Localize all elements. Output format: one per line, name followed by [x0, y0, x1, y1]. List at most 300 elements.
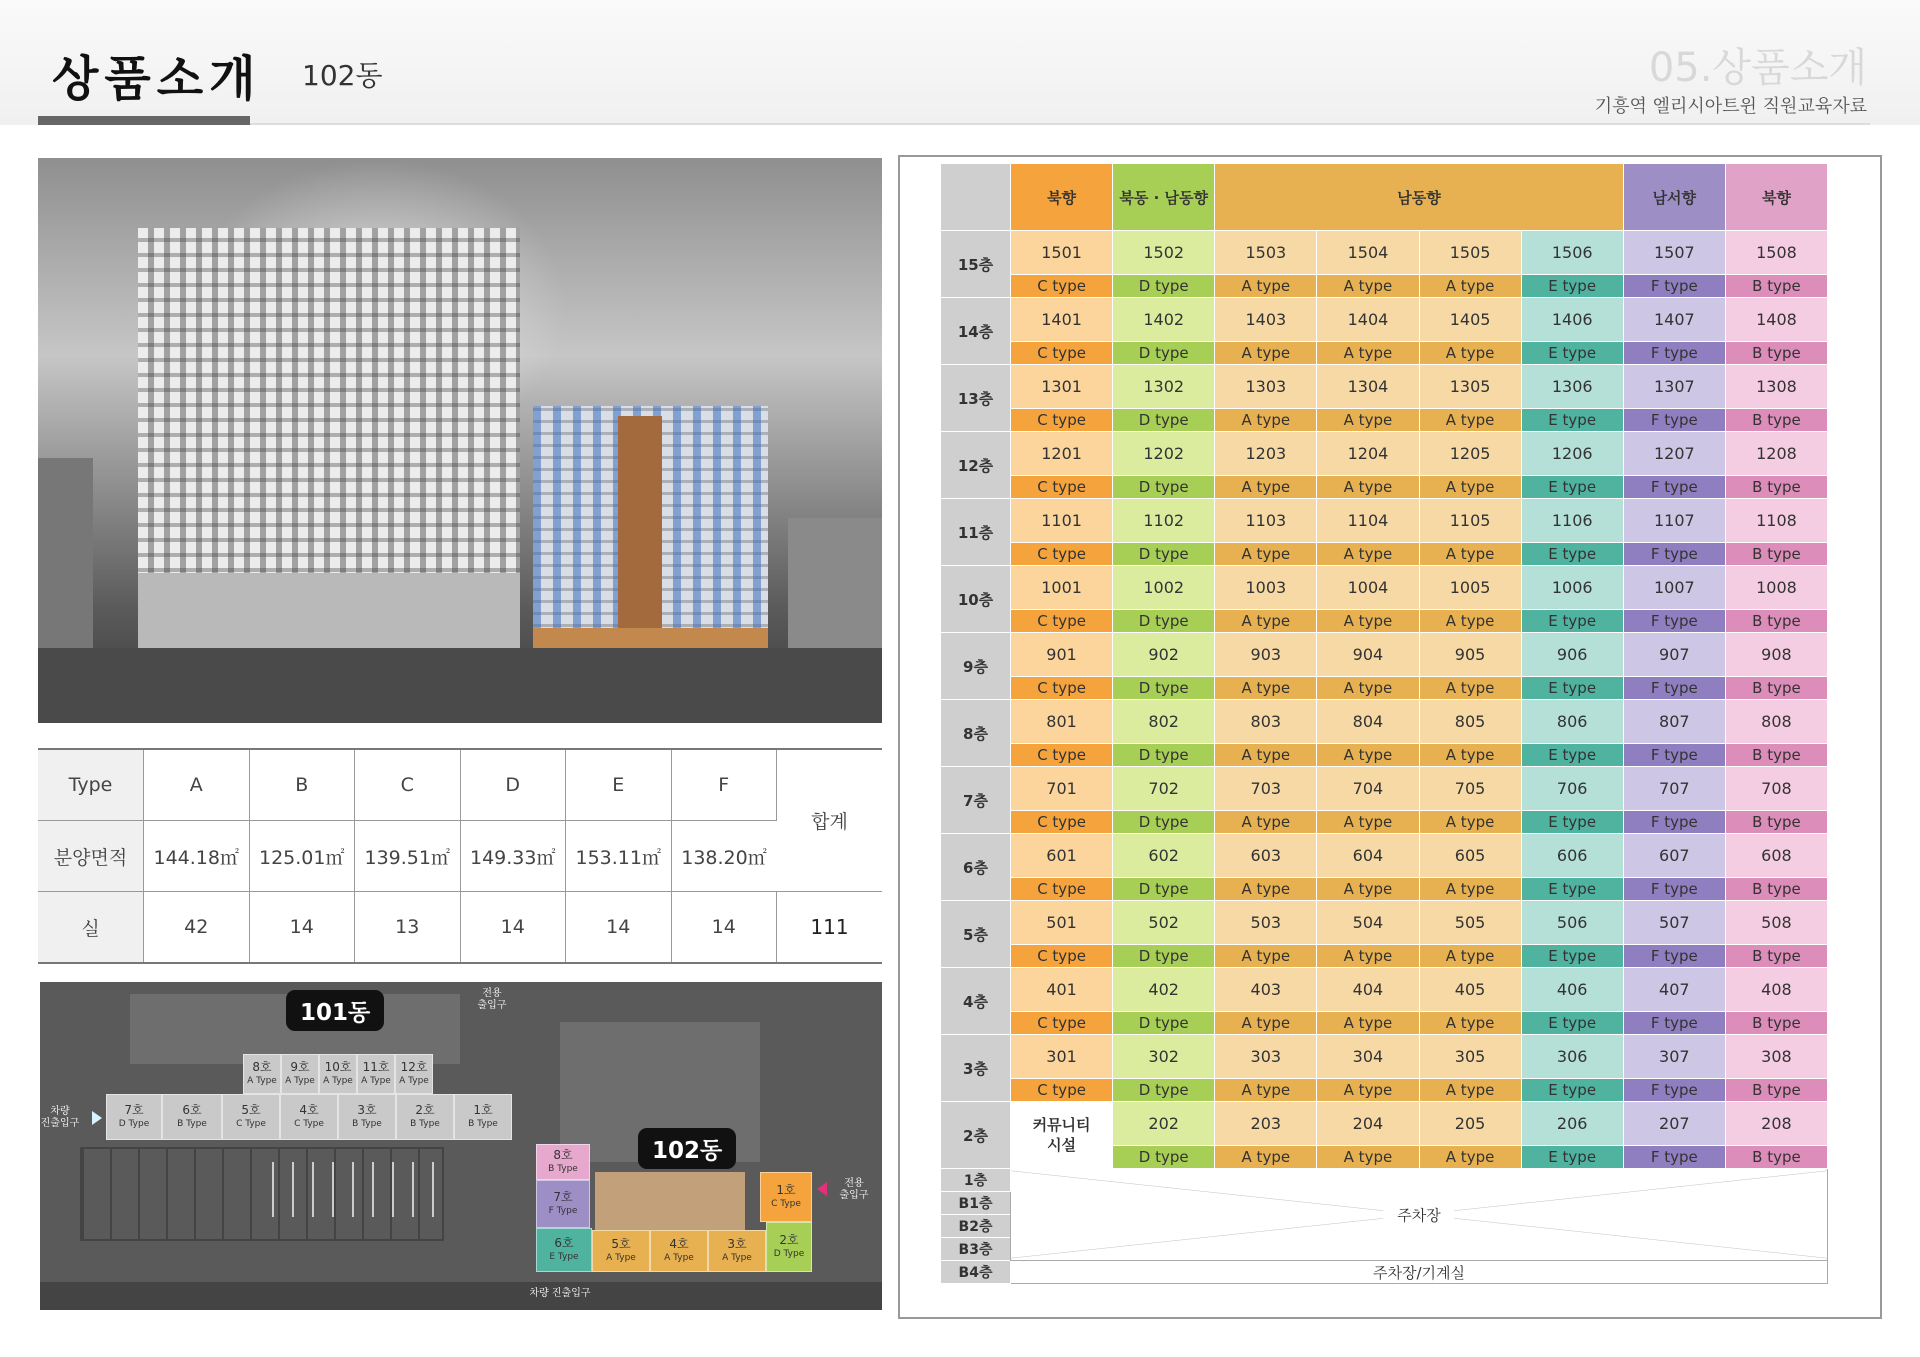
unit-number: 1401 [1011, 298, 1113, 342]
unit-101-5: 5호 C Type [222, 1094, 280, 1140]
floor-label: 5층 [941, 901, 1011, 968]
unit-number: 202 [1113, 1102, 1215, 1146]
unit-number: 1407 [1623, 298, 1725, 342]
unit-number: 203 [1215, 1102, 1317, 1146]
direction-header: 남동향 [1215, 164, 1624, 231]
unit-number: 502 [1113, 901, 1215, 945]
unit-number: 604 [1317, 834, 1419, 878]
unit-type: D type [1113, 610, 1215, 633]
area-cell: 138.20㎡ [671, 821, 777, 892]
unit-number: 805 [1419, 700, 1521, 744]
unit-101-11: 11호 A Type [357, 1054, 395, 1094]
floor-label: 2층 [941, 1102, 1011, 1169]
type-header: Type [38, 749, 144, 821]
unit-type: D type [1113, 476, 1215, 499]
unit-type: D type [1113, 677, 1215, 700]
unit-number: 504 [1317, 901, 1419, 945]
unit-101-6: 6호 B Type [162, 1094, 222, 1140]
unit-type: A type [1419, 275, 1521, 298]
title-underline [38, 116, 250, 125]
table-row [941, 1261, 1828, 1284]
unit-number: 801 [1011, 700, 1113, 744]
unit-type: D type [1113, 1146, 1215, 1169]
unit-type: C type [1011, 409, 1113, 432]
unit-number: 308 [1725, 1035, 1827, 1079]
street-ground [38, 648, 882, 723]
table-row [941, 1079, 1828, 1102]
table-row [941, 164, 1828, 231]
unit-type: B type [1725, 275, 1827, 298]
unit-number: 901 [1011, 633, 1113, 677]
table-row [38, 892, 882, 964]
table-row [941, 432, 1828, 476]
unit-type: E type [1521, 342, 1623, 365]
unit-number: 1002 [1113, 566, 1215, 610]
unit-type: A type [1419, 476, 1521, 499]
unit-number: 602 [1113, 834, 1215, 878]
unit-101-1: 1호 B Type [454, 1094, 512, 1140]
type-cell: A [144, 749, 250, 821]
unit-102-6: 6호 E Type [536, 1228, 592, 1272]
unit-number: 905 [1419, 633, 1521, 677]
unit-type: A type [1317, 1146, 1419, 1169]
page-subtitle: 102동 [302, 59, 383, 92]
total-count: 111 [777, 892, 883, 964]
table-row [941, 365, 1828, 409]
unit-type: B type [1725, 1079, 1827, 1102]
building-rendering-image [38, 158, 882, 723]
unit-type: A type [1317, 275, 1419, 298]
unit-type: C type [1011, 610, 1113, 633]
unit-type: A type [1215, 275, 1317, 298]
unit-type: E type [1521, 610, 1623, 633]
unit-number: 1402 [1113, 298, 1215, 342]
entrance-arrow-icon [817, 1182, 827, 1196]
unit-number: 702 [1113, 767, 1215, 811]
unit-number: 401 [1011, 968, 1113, 1012]
unit-number: 803 [1215, 700, 1317, 744]
type-cell: B [249, 749, 355, 821]
table-row [941, 275, 1828, 298]
unit-type: A type [1317, 811, 1419, 834]
unit-number: 1004 [1317, 566, 1419, 610]
table-row [941, 633, 1828, 677]
unit-type: E type [1521, 677, 1623, 700]
unit-type: C type [1011, 677, 1113, 700]
floor-label: 15층 [941, 231, 1011, 298]
unit-type: F type [1623, 677, 1725, 700]
unit-number: 808 [1725, 700, 1827, 744]
table-row [941, 744, 1828, 767]
building-102-label: 102동 [638, 1128, 736, 1169]
unit-number: 1508 [1725, 231, 1827, 275]
area-cell: 149.33㎡ [460, 821, 566, 892]
unit-type: C type [1011, 1079, 1113, 1102]
unit-type: B type [1725, 878, 1827, 901]
unit-type: B type [1725, 409, 1827, 432]
unit-type: F type [1623, 811, 1725, 834]
unit-number: 1301 [1011, 365, 1113, 409]
unit-number: 507 [1623, 901, 1725, 945]
unit-type: F type [1623, 610, 1725, 633]
background-building [788, 518, 882, 658]
unit-number: 1303 [1215, 365, 1317, 409]
unit-type: F type [1623, 945, 1725, 968]
unit-number: 206 [1521, 1102, 1623, 1146]
unit-type: F type [1623, 1079, 1725, 1102]
unit-number: 501 [1011, 901, 1113, 945]
table-row [941, 1169, 1828, 1192]
page-title: 상품소개 [52, 51, 262, 107]
unit-type: C type [1011, 1012, 1113, 1035]
unit-number: 1007 [1623, 566, 1725, 610]
unit-102-5: 5호 A Type [592, 1230, 650, 1272]
unit-type: B type [1725, 342, 1827, 365]
unit-type: C type [1011, 275, 1113, 298]
unit-101-9: 9호 A Type [281, 1054, 319, 1094]
count-cell: 14 [460, 892, 566, 964]
floor-label: 13층 [941, 365, 1011, 432]
unit-number: 1205 [1419, 432, 1521, 476]
unit-type: D type [1113, 744, 1215, 767]
unit-type: A type [1215, 476, 1317, 499]
unit-number: 1105 [1419, 499, 1521, 543]
unit-number: 1203 [1215, 432, 1317, 476]
floor-label: 11층 [941, 499, 1011, 566]
unit-number: 1108 [1725, 499, 1827, 543]
unit-number: 601 [1011, 834, 1113, 878]
unit-type: F type [1623, 1012, 1725, 1035]
unit-type: A type [1419, 543, 1521, 566]
table-row [941, 834, 1828, 878]
unit-101-12: 12호 A Type [395, 1054, 433, 1094]
floor-unit-table [940, 163, 1828, 1284]
unit-number: 1307 [1623, 365, 1725, 409]
count-cell: 14 [566, 892, 672, 964]
floor-label: 1층 [941, 1169, 1011, 1192]
table-row [941, 476, 1828, 499]
type-cell: F [671, 749, 777, 821]
table-row [941, 767, 1828, 811]
unit-type: B type [1725, 811, 1827, 834]
unit-102-4: 4호 A Type [650, 1230, 708, 1272]
unit-type: A type [1419, 677, 1521, 700]
unit-type: A type [1215, 1146, 1317, 1169]
unit-type: E type [1521, 409, 1623, 432]
site-plan [40, 982, 882, 1310]
table-row [941, 945, 1828, 968]
background-building [38, 458, 93, 658]
unit-type: A type [1215, 744, 1317, 767]
unit-number: 903 [1215, 633, 1317, 677]
unit-number: 405 [1419, 968, 1521, 1012]
unit-number: 606 [1521, 834, 1623, 878]
floor-label: B3층 [941, 1238, 1011, 1261]
unit-type: F type [1623, 878, 1725, 901]
unit-type: A type [1215, 409, 1317, 432]
unit-number: 706 [1521, 767, 1623, 811]
unit-type: F type [1623, 476, 1725, 499]
unit-number: 1406 [1521, 298, 1623, 342]
unit-number: 1208 [1725, 432, 1827, 476]
unit-number: 807 [1623, 700, 1725, 744]
vehicle-entrance-label: 차량 진출입구 [529, 1288, 591, 1299]
unit-type: E type [1521, 476, 1623, 499]
type-cell: C [355, 749, 461, 821]
area-header: 분양면적 [38, 821, 144, 892]
floor-label: B2층 [941, 1215, 1011, 1238]
unit-number: 608 [1725, 834, 1827, 878]
unit-type: B type [1725, 945, 1827, 968]
unit-number: 302 [1113, 1035, 1215, 1079]
unit-type: B type [1725, 543, 1827, 566]
unit-type: D type [1113, 342, 1215, 365]
unit-type: A type [1317, 677, 1419, 700]
section-number: 05.상품소개 [1648, 45, 1867, 91]
table-row [941, 811, 1828, 834]
unit-101-4: 4호 C Type [280, 1094, 338, 1140]
table-row [941, 1102, 1828, 1146]
table-row [941, 968, 1828, 1012]
table-row [941, 298, 1828, 342]
unit-number: 906 [1521, 633, 1623, 677]
floor-label: 4층 [941, 968, 1011, 1035]
total-header: 합계 [777, 749, 883, 892]
unit-number: 1505 [1419, 231, 1521, 275]
unit-number: 1403 [1215, 298, 1317, 342]
unit-number: 1506 [1521, 231, 1623, 275]
table-row [38, 821, 882, 892]
unit-number: 204 [1317, 1102, 1419, 1146]
unit-type: C type [1011, 878, 1113, 901]
count-cell: 14 [249, 892, 355, 964]
building-101-label: 101동 [286, 990, 384, 1031]
unit-number: 704 [1317, 767, 1419, 811]
unit-number: 408 [1725, 968, 1827, 1012]
unit-number: 1405 [1419, 298, 1521, 342]
unit-type: B type [1725, 744, 1827, 767]
unit-number: 207 [1623, 1102, 1725, 1146]
document-note: 기흥역 엘리시아트윈 직원교육자료 [1594, 96, 1867, 117]
unit-type: A type [1215, 878, 1317, 901]
corner-cell [941, 164, 1011, 231]
community-facility: 커뮤니티 시설 [1011, 1102, 1113, 1169]
area-cell: 125.01㎡ [249, 821, 355, 892]
type-cell: E [566, 749, 672, 821]
unit-type: B type [1725, 610, 1827, 633]
unit-type: E type [1521, 744, 1623, 767]
unit-type: A type [1215, 945, 1317, 968]
count-cell: 14 [671, 892, 777, 964]
unit-number: 1101 [1011, 499, 1113, 543]
unit-number: 908 [1725, 633, 1827, 677]
unit-type: D type [1113, 1012, 1215, 1035]
entrance-label: 전용 출입구 [477, 988, 507, 1011]
unit-number: 707 [1623, 767, 1725, 811]
table-row [941, 610, 1828, 633]
unit-type: A type [1419, 878, 1521, 901]
road [40, 1282, 882, 1310]
unit-number: 508 [1725, 901, 1827, 945]
floor-label: B1층 [941, 1192, 1011, 1215]
unit-number: 1102 [1113, 499, 1215, 543]
unit-number: 904 [1317, 633, 1419, 677]
table-row [941, 901, 1828, 945]
unit-type: A type [1215, 1012, 1317, 1035]
unit-type: C type [1011, 476, 1113, 499]
unit-number: 1308 [1725, 365, 1827, 409]
unit-number: 404 [1317, 968, 1419, 1012]
unit-type: A type [1419, 342, 1521, 365]
unit-number: 1104 [1317, 499, 1419, 543]
unit-number: 1204 [1317, 432, 1419, 476]
direction-header: 북향 [1011, 164, 1113, 231]
unit-type: E type [1521, 275, 1623, 298]
unit-number: 1001 [1011, 566, 1113, 610]
unit-type: F type [1623, 543, 1725, 566]
unit-number: 1207 [1623, 432, 1725, 476]
unit-type: D type [1113, 878, 1215, 901]
table-row [941, 409, 1828, 432]
unit-number: 505 [1419, 901, 1521, 945]
unit-number: 1008 [1725, 566, 1827, 610]
unit-number: 208 [1725, 1102, 1827, 1146]
floor-label: 9층 [941, 633, 1011, 700]
unit-number: 705 [1419, 767, 1521, 811]
unit-number: 701 [1011, 767, 1113, 811]
floor-label: 3층 [941, 1035, 1011, 1102]
unit-type: A type [1215, 1079, 1317, 1102]
unit-type: E type [1521, 945, 1623, 968]
unit-number: 1408 [1725, 298, 1827, 342]
table-row [941, 342, 1828, 365]
table-row [941, 543, 1828, 566]
unit-number: 503 [1215, 901, 1317, 945]
floor-label: B4층 [941, 1261, 1011, 1284]
unit-type: A type [1317, 543, 1419, 566]
unit-number: 1304 [1317, 365, 1419, 409]
unit-number: 902 [1113, 633, 1215, 677]
vehicle-entrance-label: 차량 진출입구 [40, 1106, 80, 1129]
table-row [941, 1035, 1828, 1079]
unit-type: A type [1419, 945, 1521, 968]
unit-number: 1202 [1113, 432, 1215, 476]
unit-type: A type [1317, 945, 1419, 968]
unit-type: A type [1419, 1012, 1521, 1035]
unit-type: E type [1521, 543, 1623, 566]
unit-number: 306 [1521, 1035, 1623, 1079]
unit-type: A type [1317, 409, 1419, 432]
unit-type: D type [1113, 543, 1215, 566]
unit-type: A type [1419, 1146, 1521, 1169]
table-row [941, 677, 1828, 700]
unit-type: E type [1521, 878, 1623, 901]
unit-type: D type [1113, 945, 1215, 968]
unit-type: B type [1725, 476, 1827, 499]
unit-number: 1306 [1521, 365, 1623, 409]
unit-type: E type [1521, 1146, 1623, 1169]
header-divider [250, 123, 1870, 125]
unit-type: F type [1623, 342, 1725, 365]
count-cell: 13 [355, 892, 461, 964]
unit-101-7: 7호 D Type [106, 1094, 162, 1140]
unit-type: F type [1623, 1146, 1725, 1169]
unit-number: 802 [1113, 700, 1215, 744]
unit-number: 1507 [1623, 231, 1725, 275]
unit-number: 402 [1113, 968, 1215, 1012]
parking-machine-room: 주차장/기계실 [1011, 1261, 1828, 1284]
unit-101-8: 8호 A Type [243, 1054, 281, 1094]
table-row [941, 1012, 1828, 1035]
floor-label: 10층 [941, 566, 1011, 633]
unit-type: A type [1317, 744, 1419, 767]
parking-area [272, 1162, 442, 1217]
unit-type: C type [1011, 342, 1113, 365]
unit-number: 1005 [1419, 566, 1521, 610]
unit-number: 603 [1215, 834, 1317, 878]
unit-102-1: 1호 C Type [760, 1172, 812, 1222]
unit-type: A type [1419, 610, 1521, 633]
unit-type: A type [1215, 342, 1317, 365]
unit-number: 804 [1317, 700, 1419, 744]
unit-type: A type [1317, 476, 1419, 499]
unit-number: 301 [1011, 1035, 1113, 1079]
unit-type: A type [1317, 610, 1419, 633]
unit-101-3: 3호 B Type [338, 1094, 396, 1140]
unit-type: C type [1011, 744, 1113, 767]
unit-number: 1503 [1215, 231, 1317, 275]
unit-number: 304 [1317, 1035, 1419, 1079]
unit-number: 1006 [1521, 566, 1623, 610]
unit-number: 407 [1623, 968, 1725, 1012]
entrance-arrow-icon [92, 1111, 102, 1125]
unit-102-8: 8호 B Type [536, 1144, 590, 1180]
floor-label: 6층 [941, 834, 1011, 901]
tower-102-accent [618, 416, 662, 636]
unit-102-7: 7호 F Type [536, 1180, 590, 1228]
unit-type: A type [1317, 1079, 1419, 1102]
unit-number: 305 [1419, 1035, 1521, 1079]
unit-102-3: 3호 A Type [708, 1230, 766, 1272]
floor-label: 14층 [941, 298, 1011, 365]
entrance-label: 전용 출입구 [839, 1178, 869, 1201]
unit-type: A type [1317, 878, 1419, 901]
unit-number: 806 [1521, 700, 1623, 744]
direction-header: 북동 · 남동향 [1113, 164, 1215, 231]
unit-number: 303 [1215, 1035, 1317, 1079]
unit-type: D type [1113, 811, 1215, 834]
table-row [941, 231, 1828, 275]
unit-type: D type [1113, 1079, 1215, 1102]
direction-header: 북향 [1725, 164, 1827, 231]
floor-label: 8층 [941, 700, 1011, 767]
unit-type: A type [1215, 543, 1317, 566]
table-row [941, 566, 1828, 610]
unit-number: 307 [1623, 1035, 1725, 1079]
unit-number: 605 [1419, 834, 1521, 878]
unit-type: C type [1011, 811, 1113, 834]
unit-type: B type [1725, 1012, 1827, 1035]
unit-type: A type [1215, 610, 1317, 633]
unit-number: 703 [1215, 767, 1317, 811]
floor-label: 7층 [941, 767, 1011, 834]
unit-number: 1201 [1011, 432, 1113, 476]
unit-type: E type [1521, 1012, 1623, 1035]
type-area-table [38, 748, 882, 964]
unit-number: 1501 [1011, 231, 1113, 275]
table-row [941, 700, 1828, 744]
parking-area [1011, 1169, 1828, 1261]
